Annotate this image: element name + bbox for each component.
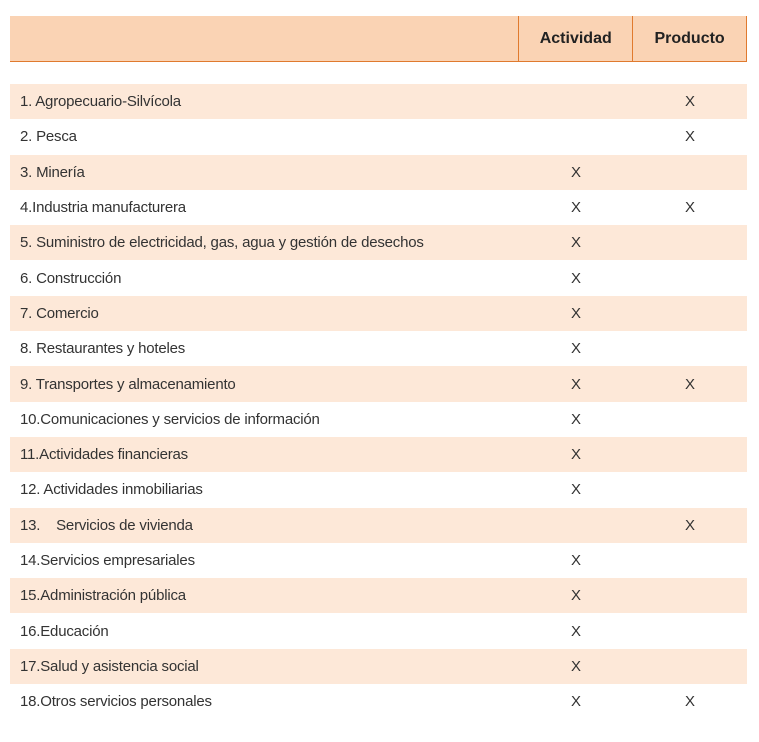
header-spacer [10,62,747,84]
row-label: 3. Minería [20,163,85,181]
row-label: 10.Comunicaciones y servicios de información [20,410,320,428]
sector-table [10,16,747,719]
producto-mark: X [684,93,695,111]
actividad-mark: X [570,552,581,569]
row-label: 6. Construcción [20,269,122,287]
row-label: 18.Otros servicios personales [20,693,212,711]
header-producto: Producto [632,16,747,61]
table-row [10,119,747,154]
actividad-mark: X [570,199,581,217]
producto-mark: X [684,516,695,534]
producto-mark: X [684,199,695,217]
actividad-mark: X [570,234,581,252]
table-row [10,472,747,507]
row-label: 7. Comercio [20,304,99,322]
row-label: 12. Actividades inmobiliarias [20,481,203,499]
table-row [10,366,747,401]
table-body [10,84,747,719]
row-label: 5. Suministro de electricidad, gas, agua y gestión de desechos [20,234,424,252]
table-row [10,508,747,543]
header-blank-cell [10,16,518,61]
header-actividad: Actividad [518,16,632,61]
table-row [10,296,747,331]
producto-mark: X [684,693,695,711]
table-row [10,225,747,260]
actividad-mark: X [570,693,581,711]
table-row [10,543,747,578]
table-row [10,578,747,613]
producto-mark: X [684,128,695,146]
table-row [10,155,747,190]
actividad-mark: X [570,163,581,181]
row-label: 17.Salud y asistencia social [20,657,199,675]
row-label: 8. Restaurantes y hoteles [20,340,186,358]
row-label: 13. Servicios de vivienda [20,516,193,534]
table-row [10,649,747,684]
row-label: 2. Pesca [20,128,77,146]
row-label: 16.Educación [20,622,109,640]
actividad-mark: X [570,269,581,287]
table-row [10,402,747,437]
table-header [10,16,747,61]
table-row [10,437,747,472]
table-row [10,84,747,119]
producto-mark: X [684,375,695,393]
actividad-mark: X [570,481,581,499]
row-label: 15.Administración pública [20,587,186,605]
table-row [10,190,747,225]
row-label: 1. Agropecuario-Silvícola [20,93,181,111]
actividad-mark: X [570,446,581,464]
table-row [10,260,747,295]
actividad-mark: X [570,340,581,358]
actividad-mark: X [570,657,581,675]
row-label: 14.Servicios empresariales [20,552,195,569]
actividad-mark: X [570,622,581,640]
table-row [10,331,747,366]
actividad-mark: X [570,410,581,428]
row-label: 9. Transportes y almacenamiento [20,375,236,393]
actividad-mark: X [570,587,581,605]
actividad-mark: X [570,375,581,393]
table-row [10,613,747,648]
actividad-mark: X [570,304,581,322]
row-label: 4.Industria manufacturera [20,199,186,217]
table-row [10,684,747,719]
row-label: 11.Actividades financieras [20,446,188,464]
